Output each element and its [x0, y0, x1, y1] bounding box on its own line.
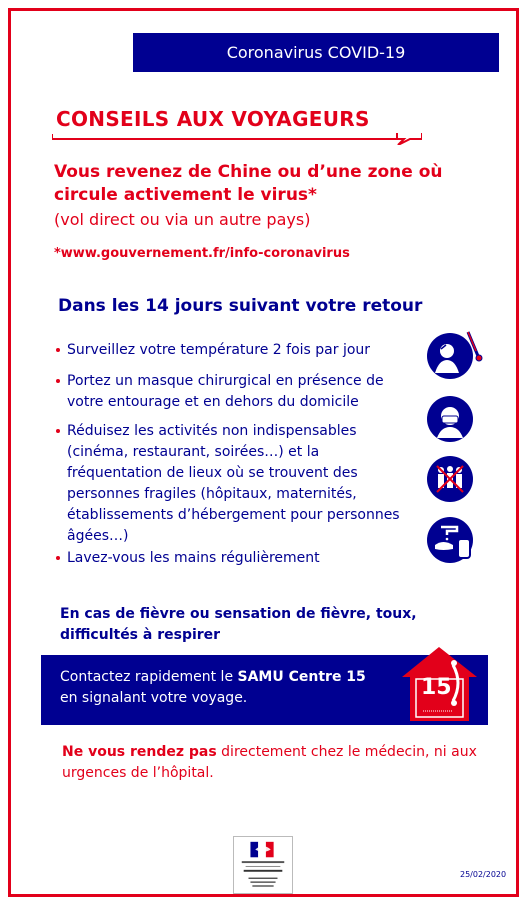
- fever-note: En cas de fièvre ou sensation de fièvre, toux, difficultés à respirer: [60, 606, 417, 643]
- advice-text: Portez un masque chirurgical en présence de votre entourage et en dehors du domicile: [67, 373, 384, 410]
- list-item: [56, 371, 416, 413]
- list-item: [56, 421, 416, 547]
- list-item: [56, 340, 416, 361]
- warning-rest: directement chez le médecin, ni aux urgences de l’hôpital.: [62, 744, 477, 781]
- republique-francaise-logo: [233, 836, 293, 894]
- contact-text: [60, 667, 400, 709]
- samu-label: SAMU Centre 15: [237, 669, 366, 685]
- subtitle: Vous revenez de Chine ou d’une zone où circule activement le virus*: [54, 162, 443, 205]
- page-title: CONSEILS AUX VOYAGEURS: [56, 107, 370, 131]
- contact-prefix: Contactez rapidement le: [60, 669, 238, 685]
- date-label: 25/02/2020: [460, 870, 507, 879]
- soap-bottle-icon: [456, 533, 472, 559]
- header-label: Coronavirus COVID-19: [226, 43, 406, 62]
- thermometer-stick-icon: [464, 330, 484, 362]
- samu-number: 15: [421, 675, 452, 700]
- bullet-icon: [56, 556, 60, 560]
- warning-emphasis: Ne vous rendez pas: [62, 744, 217, 760]
- section-heading: Dans les 14 jours suivant votre retour: [58, 296, 423, 316]
- bullet-icon: [56, 429, 60, 433]
- bullet-icon: [56, 348, 60, 352]
- advice-text: Lavez-vous les mains régulièrement: [67, 550, 320, 566]
- bullet-icon: [56, 379, 60, 383]
- samu-15-icon: [397, 643, 482, 725]
- mask-icon: [427, 396, 473, 442]
- header-bar: [133, 33, 499, 72]
- warning-note: [62, 742, 482, 784]
- no-crowd-icon: [427, 456, 473, 502]
- subtitle-note: (vol direct ou via un autre pays): [54, 210, 311, 229]
- advice-text: Réduisez les activités non indispensables (cinéma, restaurant, soirées…) et la fréquentation de lieux où se trouvent des personnes fragiles (hôpitaux, maternités, établissements d’hébergement pour personnes âgées…): [67, 423, 400, 544]
- source-link[interactable]: *www.gouvernement.fr/info-coronavirus: [54, 246, 350, 261]
- speech-bubble-underline-icon: [52, 133, 422, 145]
- advice-text: Surveillez votre température 2 fois par jour: [67, 342, 371, 358]
- contact-suffix: en signalant votre voyage.: [60, 690, 248, 706]
- list-item: [56, 548, 416, 569]
